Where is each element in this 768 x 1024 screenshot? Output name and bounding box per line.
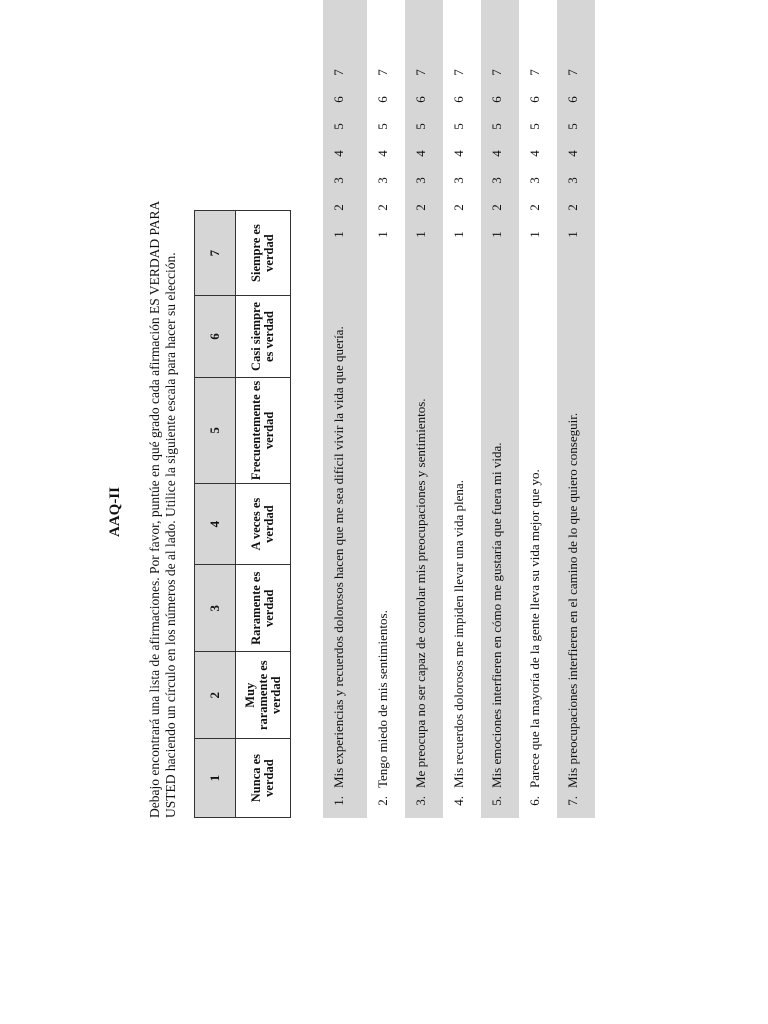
scale-table <box>194 210 291 818</box>
score-option[interactable]: 6 <box>413 96 428 103</box>
item-row <box>519 0 557 818</box>
scale-number: 7 <box>195 211 236 296</box>
score-option[interactable]: 2 <box>527 204 542 211</box>
score-option[interactable]: 6 <box>565 96 580 103</box>
score-option[interactable]: 6 <box>489 96 504 103</box>
scale-label: Nunca es verdad <box>236 739 291 818</box>
score-option[interactable]: 1 <box>527 231 542 238</box>
score-option[interactable]: 1 <box>489 231 504 238</box>
item-text: Mis preocupaciones interfieren en el camino de lo que quiero conseguir. <box>565 412 580 788</box>
score-option[interactable]: 5 <box>451 123 466 130</box>
score-option[interactable]: 5 <box>565 123 580 130</box>
score-options <box>557 0 580 248</box>
scale-numbers-row <box>195 211 236 818</box>
score-option[interactable]: 5 <box>527 123 542 130</box>
item-row <box>481 0 519 818</box>
score-option[interactable]: 7 <box>565 69 580 76</box>
score-option[interactable]: 7 <box>413 69 428 76</box>
score-options <box>405 0 428 248</box>
score-option[interactable]: 2 <box>489 204 504 211</box>
item-row <box>405 0 443 818</box>
score-option[interactable]: 6 <box>331 96 346 103</box>
item-number: 3. <box>413 796 428 806</box>
scale-labels-row <box>236 211 291 818</box>
score-option[interactable]: 5 <box>331 123 346 130</box>
score-option[interactable]: 5 <box>375 123 390 130</box>
score-options <box>519 0 542 248</box>
score-option[interactable]: 7 <box>451 69 466 76</box>
score-option[interactable]: 3 <box>565 177 580 184</box>
score-option[interactable]: 2 <box>375 204 390 211</box>
score-option[interactable]: 1 <box>451 231 466 238</box>
score-options <box>443 0 466 248</box>
scale-label: A veces es verdad <box>236 483 291 564</box>
score-option[interactable]: 4 <box>451 150 466 157</box>
score-options <box>481 0 504 248</box>
item-list <box>323 0 595 818</box>
score-option[interactable]: 3 <box>527 177 542 184</box>
item-row <box>323 0 367 818</box>
score-option[interactable]: 4 <box>375 150 390 157</box>
item-text: Mis experiencias y recuerdos dolorosos hacen que me sea difícil vivir la vida que quería. <box>331 326 346 788</box>
scale-label: Raramente es verdad <box>236 565 291 652</box>
score-option[interactable]: 6 <box>451 96 466 103</box>
score-option[interactable]: 5 <box>413 123 428 130</box>
score-option[interactable]: 1 <box>375 231 390 238</box>
item-number: 6. <box>527 796 542 806</box>
item-number: 2. <box>375 796 390 806</box>
score-option[interactable]: 7 <box>489 69 504 76</box>
item-number: 7. <box>565 796 580 806</box>
item-row <box>367 0 405 818</box>
score-option[interactable]: 4 <box>565 150 580 157</box>
score-option[interactable]: 2 <box>331 204 346 211</box>
score-option[interactable]: 2 <box>565 204 580 211</box>
scale-number: 1 <box>195 739 236 818</box>
score-option[interactable]: 7 <box>331 69 346 76</box>
score-options <box>323 0 346 248</box>
item-row <box>557 0 595 818</box>
score-option[interactable]: 4 <box>331 150 346 157</box>
score-option[interactable]: 7 <box>527 69 542 76</box>
item-text: Mis recuerdos dolorosos me impiden llevar una vida plena. <box>451 480 466 788</box>
page-title: AAQ-II <box>107 487 123 538</box>
item-number: 1. <box>331 796 346 806</box>
item-text: Tengo miedo de mis sentimientos. <box>375 610 390 788</box>
score-option[interactable]: 1 <box>565 231 580 238</box>
score-option[interactable]: 3 <box>451 177 466 184</box>
score-option[interactable]: 2 <box>413 204 428 211</box>
instructions: Debajo encontrará una lista de afirmaciones. Por favor, puntúe en qué grado cada afirmación ES VERDAD PARA USTED haciendo un círculo en los números de al lado. Utilice la siguiente escala para hacer su elección. <box>147 201 178 818</box>
scale-number: 6 <box>195 296 236 378</box>
score-option[interactable]: 3 <box>413 177 428 184</box>
score-option[interactable]: 3 <box>375 177 390 184</box>
score-option[interactable]: 4 <box>527 150 542 157</box>
scale-label: Frecuentemente es verdad <box>236 377 291 483</box>
score-option[interactable]: 1 <box>331 231 346 238</box>
scale-label: Casi siempre es verdad <box>236 296 291 378</box>
score-option[interactable]: 3 <box>489 177 504 184</box>
score-option[interactable]: 7 <box>375 69 390 76</box>
score-option[interactable]: 6 <box>375 96 390 103</box>
item-text: Parece que la mayoría de la gente lleva su vida mejor que yo. <box>527 469 542 788</box>
score-option[interactable]: 4 <box>489 150 504 157</box>
scale-label: Muy raramente es verdad <box>236 652 291 739</box>
item-text: Me preocupa no ser capaz de controlar mis preocupaciones y sentimientos. <box>413 398 428 788</box>
score-option[interactable]: 5 <box>489 123 504 130</box>
score-option[interactable]: 2 <box>451 204 466 211</box>
item-text: Mis emociones interfieren en cómo me gustaría que fuera mi vida. <box>489 442 504 788</box>
score-options <box>367 0 390 248</box>
score-option[interactable]: 1 <box>413 231 428 238</box>
score-option[interactable]: 4 <box>413 150 428 157</box>
scale-label: Siempre es verdad <box>236 211 291 296</box>
score-option[interactable]: 3 <box>331 177 346 184</box>
item-row <box>443 0 481 818</box>
item-number: 4. <box>451 796 466 806</box>
scale-number: 5 <box>195 377 236 483</box>
score-option[interactable]: 6 <box>527 96 542 103</box>
scale-number: 4 <box>195 483 236 564</box>
item-number: 5. <box>489 796 504 806</box>
scale-number: 2 <box>195 652 236 739</box>
scale-number: 3 <box>195 565 236 652</box>
